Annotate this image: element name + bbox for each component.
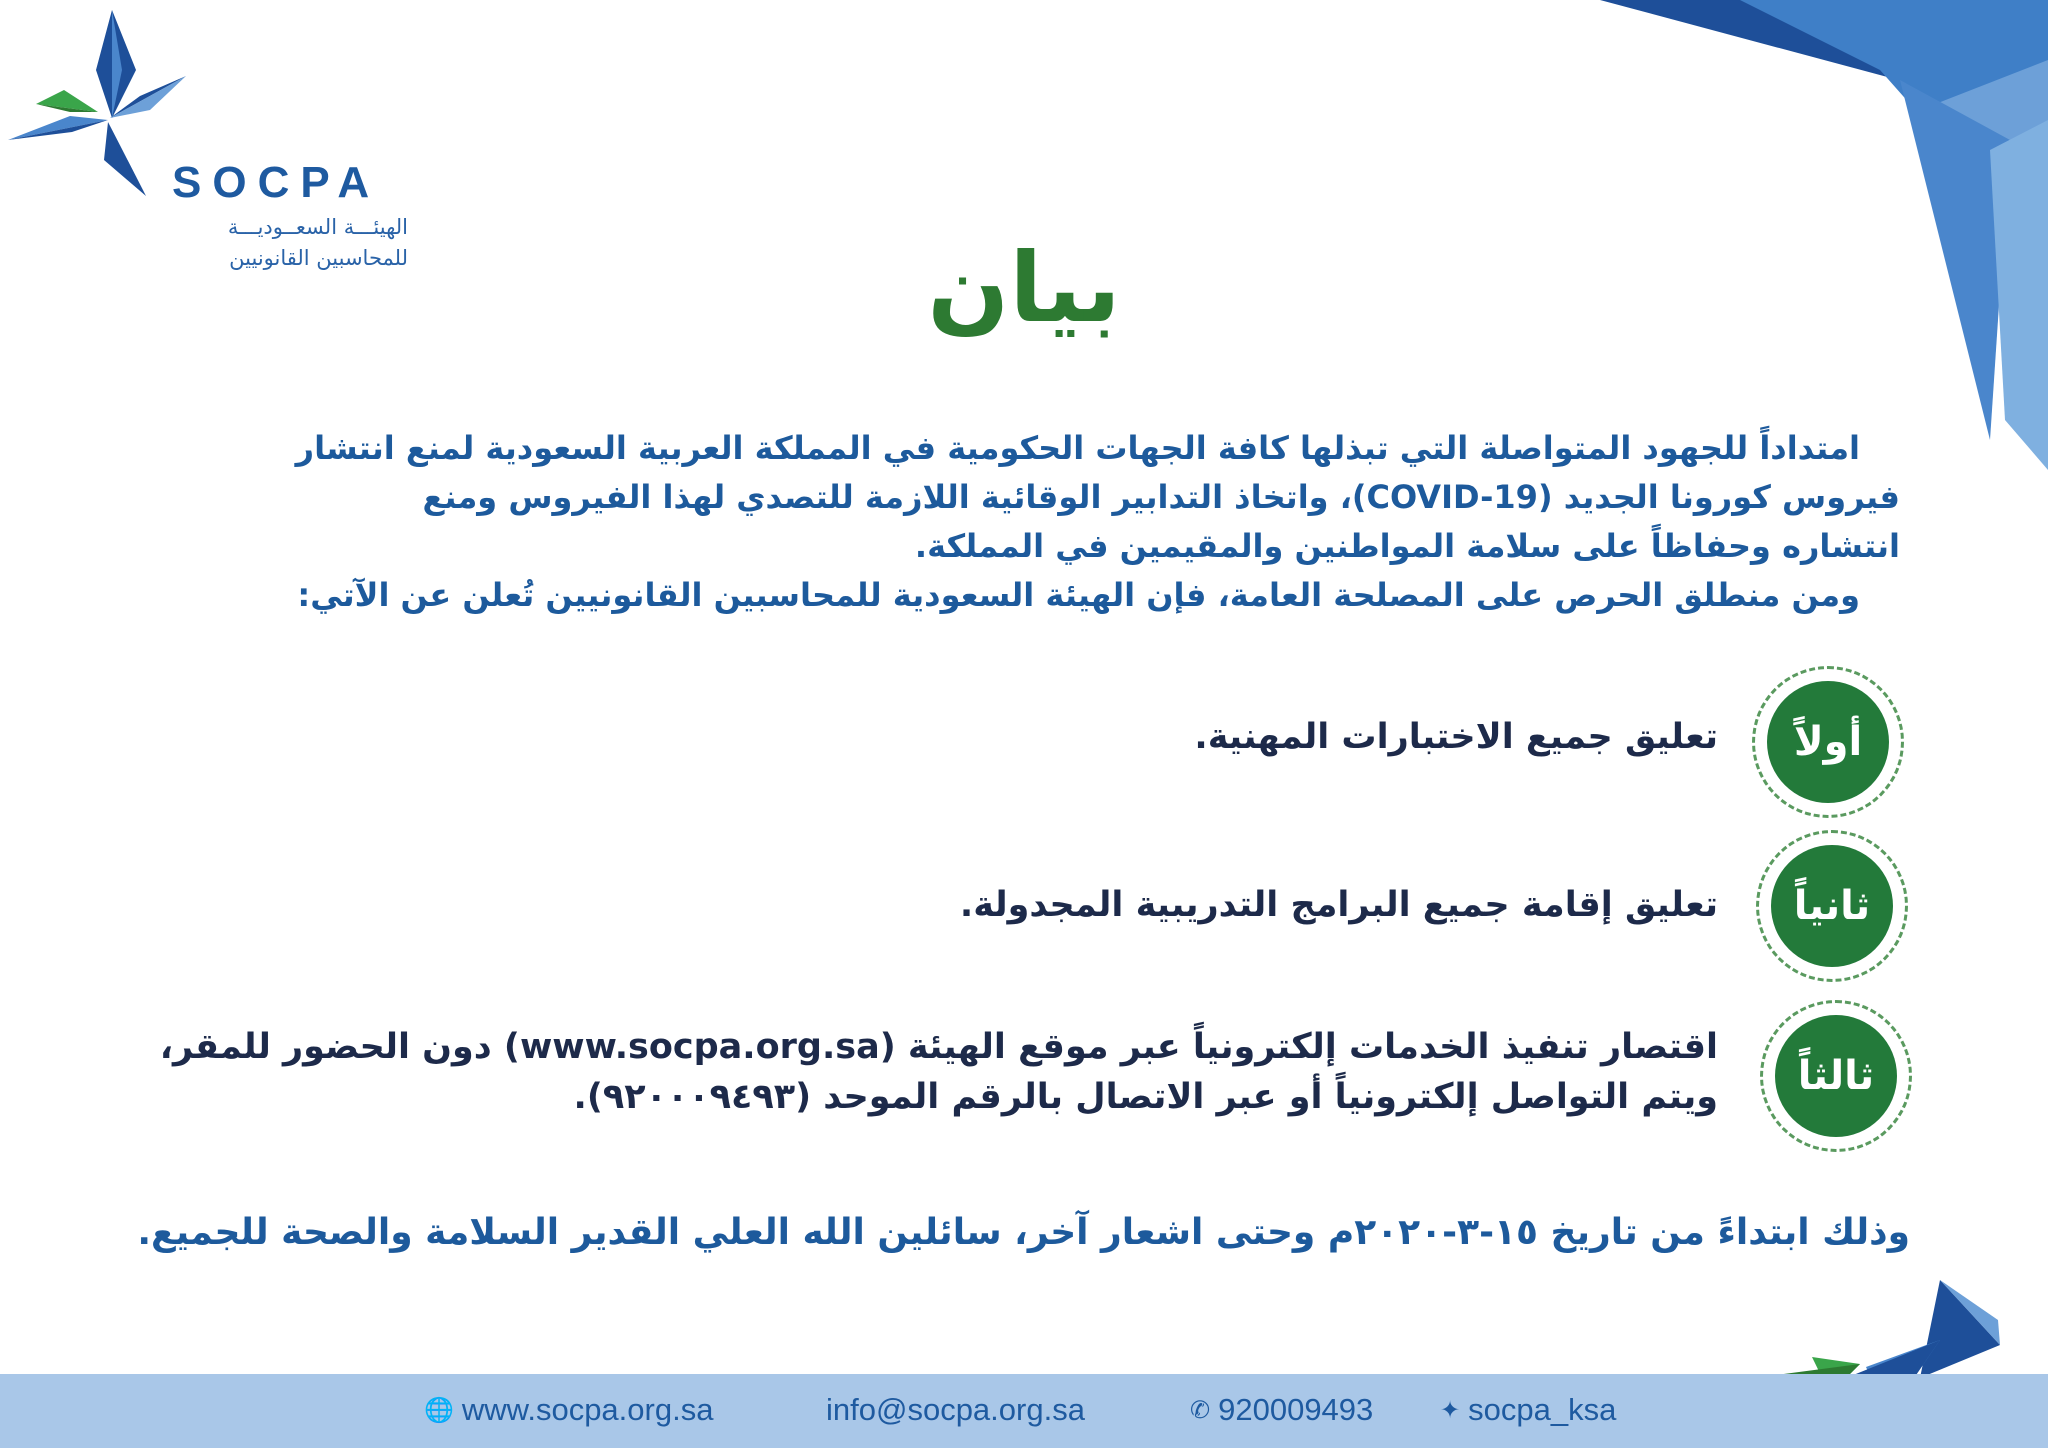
page-title: بيان xyxy=(927,232,1121,344)
badge-third-label: ثالثاً xyxy=(1775,1015,1897,1137)
footer-email[interactable] xyxy=(826,1390,1085,1430)
footer-twitter-text: socpa_ksa xyxy=(1468,1392,1617,1427)
badge-second xyxy=(1756,830,1908,982)
badge-first-label: أولاً xyxy=(1767,681,1889,803)
badge-second-label: ثانياً xyxy=(1771,845,1893,967)
intro-line-4: ومن منطلق الحرص على المصلحة العامة، فإن الهيئة السعودية للمحاسبين القانونيين تُعلن عن الآتي: xyxy=(297,576,1860,614)
item-second-text: تعليق إقامة جميع البرامج التدريبية المجدولة. xyxy=(959,885,1718,925)
footer-email-text: info@socpa.org.sa xyxy=(826,1392,1085,1427)
footer-website[interactable] xyxy=(424,1390,713,1430)
footer-twitter[interactable] xyxy=(1440,1390,1616,1430)
logo-arabic-line-2: للمحاسبين القانونيين xyxy=(229,246,408,270)
logo-star-icon xyxy=(8,10,186,196)
footer-website-text: www.socpa.org.sa xyxy=(461,1392,714,1427)
logo-name: SOCPA xyxy=(172,158,381,207)
phone-icon: ✆ xyxy=(1190,1396,1211,1424)
intro-paragraph xyxy=(140,424,1900,620)
badge-first xyxy=(1752,666,1904,818)
intro-line-2: فيروس كورونا الجديد (COVID-19)، واتخاذ التدابير الوقائية اللازمة للتصدي لهذا الفيروس ومنع xyxy=(422,478,1900,516)
footer-phone-text: 920009493 xyxy=(1218,1392,1374,1427)
closing-statement: وذلك ابتداءً من تاريخ ١٥-٣-٢٠٢٠م وحتى اشعار آخر، سائلين الله العلي القدير السلامة والصحة للجميع. xyxy=(137,1212,1910,1253)
footer-phone[interactable] xyxy=(1190,1390,1373,1430)
twitter-icon: ✦ xyxy=(1440,1396,1461,1424)
item-first-text: تعليق جميع الاختبارات المهنية. xyxy=(1194,717,1718,757)
intro-line-3: انتشاره وحفاظاً على سلامة المواطنين والمقيمين في المملكة. xyxy=(914,527,1900,565)
item-third-line-2: ويتم التواصل إلكترونياً أو عبر الاتصال بالرقم الموحد (٩٢٠٠٠٩٤٩٣). xyxy=(573,1077,1718,1117)
item-third-text xyxy=(158,1022,1718,1122)
item-third-line-1: اقتصار تنفيذ الخدمات إلكترونياً عبر موقع الهيئة (www.socpa.org.sa) دون الحضور للمقر، xyxy=(159,1027,1718,1067)
globe-icon: 🌐 xyxy=(424,1396,454,1424)
badge-third xyxy=(1760,1000,1912,1152)
footer-bar xyxy=(0,1374,2048,1448)
logo-arabic-line-1: الهيئـــة السعــوديـــة xyxy=(227,215,408,239)
intro-line-1: امتداداً للجهود المتواصلة التي تبذلها كافة الجهات الحكومية في المملكة العربية السعودية لمنع انتشار xyxy=(295,429,1860,467)
